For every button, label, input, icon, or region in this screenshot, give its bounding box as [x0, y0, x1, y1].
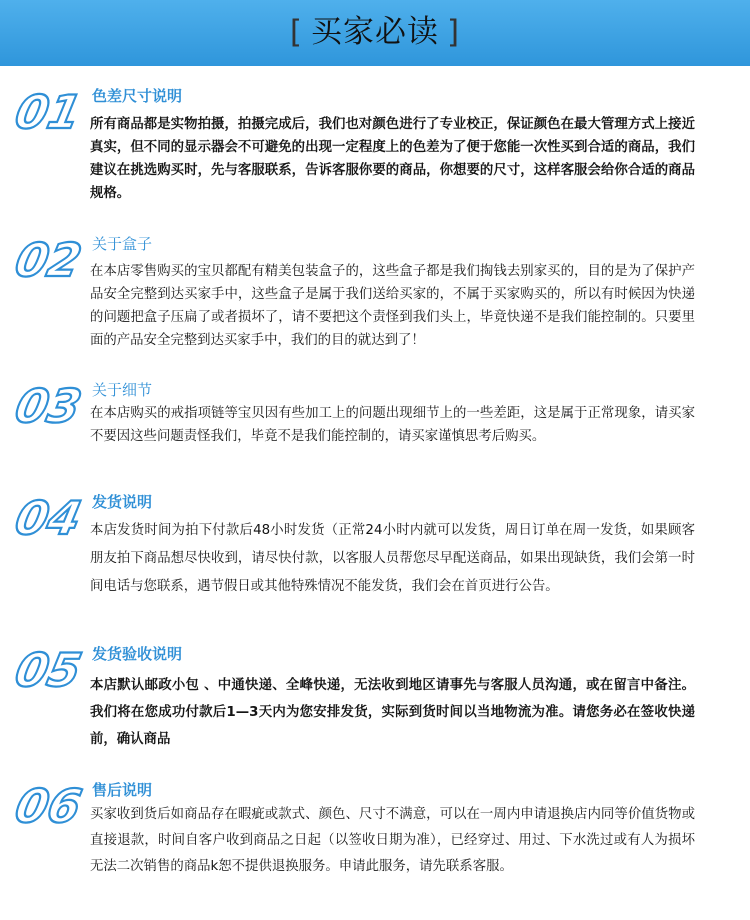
section-body: 在本店购买的戒指项链等宝贝因有些加工上的问题出现细节上的一些差距，这是属于正常现象，请买家不要因这些问题责怪我们，毕竟不是我们能控制的，请买家谨慎思考后购买。	[90, 406, 695, 444]
section-title: 售后说明	[92, 781, 153, 799]
section-number-01	[10, 85, 87, 139]
title-close-bracket: ]	[447, 14, 461, 50]
section-number-03	[10, 379, 87, 433]
section-number-04	[10, 491, 87, 545]
section-number-06	[10, 779, 87, 833]
title-text: 买家必读	[311, 14, 439, 50]
section-number-02	[10, 233, 87, 287]
header-banner	[0, 0, 750, 66]
section-body: 本店默认邮政小包 、中通快递、全峰快递，无法收到地区请事先与客服人员沟通，或在留言中备注。我们将在您成功付款后1—3天内为您安排发货，实际到货时间以当地物流为准。请您务必在签收快递前，确认商品	[90, 678, 695, 747]
svg-text:05: 05	[10, 643, 87, 697]
section-title: 色差尺寸说明	[92, 87, 183, 105]
section-title: 关于盒子	[92, 235, 153, 253]
section-title: 发货说明	[92, 493, 153, 511]
section-body: 买家收到货后如商品存在暇疵或款式、颜色、尺寸不满意，可以在一周内申请退换店内同等价值货物或直接退款，时间自客户收到商品之日起（以签收日期为准），已经穿过、用过、下水洗过或有人为损坏无法二次销售的商品k恕不提供退换服务。申请此服务，请先联系客服。	[90, 807, 695, 874]
section-body: 所有商品都是实物拍摄，拍摄完成后，我们也对颜色进行了专业校正，保证颜色在最大管理方式上接近真实，但不同的显示器会不可避免的出现一定程度上的色差为了便于您能一次性买到合适的商品，我们建议在挑选购买时，先与客服联系，告诉客服你要的商品，你想要的尺寸，这样客服会给你合适的商品规格。	[90, 117, 695, 201]
svg-text:06: 06	[10, 779, 87, 833]
section-title: 关于细节	[92, 381, 153, 399]
section-number-05	[10, 643, 87, 697]
title-open-bracket: [	[289, 14, 303, 50]
section-body: 本店发货时间为拍下付款后48小时发货（正常24小时内就可以发货，周日订单在周一发货，如果顾客朋友拍下商品想尽快收到，请尽快付款，以客服人员帮您尽早配送商品，如果出现缺货，我们会第一时间电话与您联系，遇节假日或其他特殊情况不能发货，我们会在首页进行公告。	[90, 523, 695, 594]
svg-text:04: 04	[10, 491, 87, 545]
svg-text:03: 03	[10, 379, 87, 433]
section-title: 发货验收说明	[92, 645, 183, 663]
section-body: 在本店零售购买的宝贝都配有精美包装盒子的，这些盒子都是我们掏钱去别家买的，目的是为了保护产品安全完整到达买家手中，这些盒子是属于我们送给买家的，不属于买家购买的，所以有时候因为快递的问题把盒子压扁了或者损坏了，请不要把这个责怪到我们头上，毕竟快递不是我们能控制的。只要里面的产品安全完整到达买家手中，我们的目的就达到了！	[90, 264, 695, 348]
svg-text:01: 01	[10, 85, 87, 139]
page-title	[0, 6, 750, 58]
svg-text:02: 02	[10, 233, 87, 287]
